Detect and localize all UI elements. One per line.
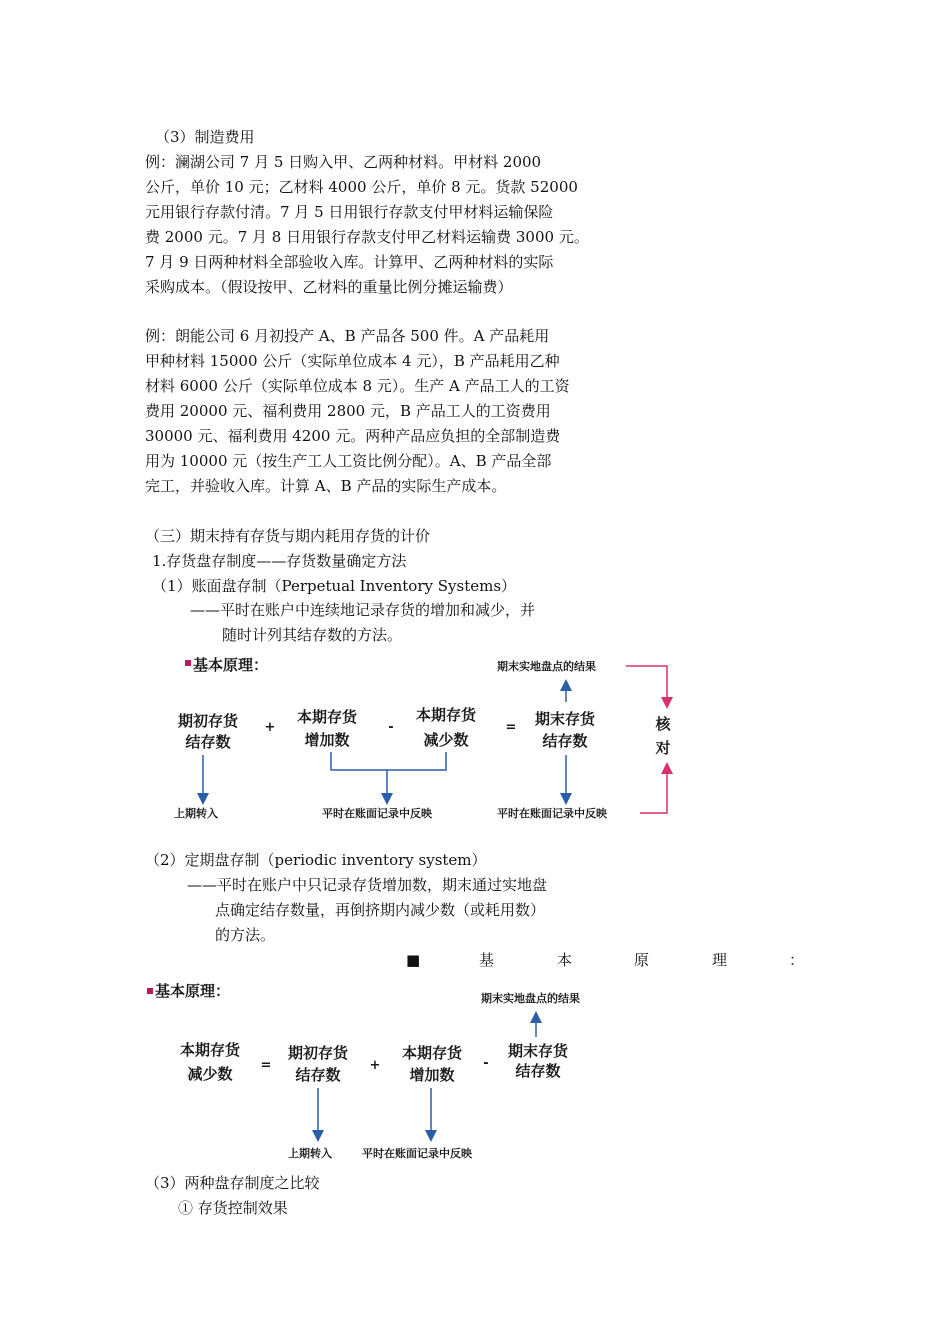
diagram1-verify-arrow-bottom	[640, 768, 667, 813]
example1-line-5: 7 月 9 日两种材料全部验收入库。计算甲、乙两种材料的实际	[145, 253, 554, 271]
subsection-heading: 1.存货盘存制度——存货数量确定方法	[152, 552, 407, 570]
diagram1-plus: +	[264, 720, 276, 735]
example2-line-3: 材料 6000 公斤（实际单位成本 8 元）。生产 A 产品工人的工资	[145, 377, 570, 395]
diagram2-title: 基本原理：	[155, 982, 231, 1000]
diagram1-verify-1: 核	[655, 715, 671, 733]
diagram1-books-right: 平时在账面记录中反映	[497, 807, 607, 820]
diagram2-opening-line2: 结存数	[295, 1066, 341, 1084]
diagram1-books-mid: 平时在账面记录中反映	[322, 807, 432, 820]
principle-char: ：	[789, 951, 805, 969]
diagram2-increase-line2: 增加数	[409, 1066, 455, 1084]
principle-char: 原	[634, 951, 650, 969]
diagram1-closing-line1: 期末存货	[534, 710, 596, 728]
diagram2-increase-line1: 本期存货	[401, 1044, 463, 1062]
example1-line-1: 例：澜湖公司 7 月 5 日购入甲、乙两种材料。甲材料 2000	[145, 153, 542, 171]
diagram1-verify-arrow-top	[626, 666, 667, 703]
diagram2-closing-line1: 期末存货	[507, 1042, 569, 1060]
example2-line-2: 甲种材料 15000 公斤（实际单位成本 4 元），B 产品耗用乙种	[145, 352, 560, 370]
diagram2-decrease-line1: 本期存货	[179, 1041, 241, 1059]
diagram1-physical-count: 期末实地盘点的结果	[497, 660, 596, 673]
part-heading: （三）期末持有存货与期内耗用存货的计价	[145, 527, 431, 545]
diagram2-from-last-period: 上期转入	[288, 1147, 332, 1160]
example2-line-1: 例：朗能公司 6 月初投产 A、B 产品各 500 件。A 产品耗用	[145, 327, 550, 345]
example2-line-7: 完工，并验收入库。计算 A、B 产品的实际生产成本。	[145, 477, 507, 495]
diagram1-increase-line2: 增加数	[304, 731, 350, 749]
diagram1-equals: =	[505, 720, 517, 735]
diagram1-from-last-period: 上期转入	[174, 807, 218, 820]
diagram1-verify-2: 对	[655, 739, 671, 757]
diagram1-closing-line2: 结存数	[542, 732, 588, 750]
diagram1-decrease-line2: 减少数	[423, 731, 469, 749]
perpetual-desc-2: 随时计列其结存数的方法。	[222, 626, 403, 644]
periodic-desc-1: ——平时在账户中只记录存货增加数，期末通过实地盘	[187, 876, 548, 894]
diagram2-minus: -	[483, 1056, 489, 1071]
diagram2-equals: =	[260, 1058, 272, 1073]
example1-line-6: 采购成本。（假设按甲、乙材料的重量比例分摊运输费）	[145, 278, 513, 296]
diagram2-plus: +	[369, 1058, 381, 1073]
example2-line-4: 费用 20000 元、福利费用 2800 元，B 产品工人的工资费用	[145, 402, 551, 420]
principle-char: 理	[712, 951, 728, 969]
perpetual-desc-1: ——平时在账户中连续地记录存货的增加和减少，并	[190, 601, 536, 619]
diagram1-opening-line1: 期初存货	[177, 712, 239, 730]
diagram1-bracket	[331, 752, 446, 770]
diagram1-increase-line1: 本期存货	[296, 708, 358, 726]
comparison-heading: （3）两种盘存制度之比较	[145, 1174, 320, 1192]
diagram2-books: 平时在账面记录中反映	[362, 1147, 472, 1160]
bullet-icon	[147, 988, 153, 994]
example1-line-4: 费 2000 元。7 月 8 日用银行存款支付甲乙材料运输费 3000 元。	[145, 228, 589, 246]
section-heading: （3）制造费用	[155, 128, 255, 146]
diagram2-decrease-line2: 减少数	[187, 1065, 233, 1083]
periodic-desc-2: 点确定结存数量，再倒挤期内减少数（或耗用数）	[215, 901, 546, 919]
example2-line-5: 30000 元、福利费用 4200 元。两种产品应负担的全部制造费	[145, 427, 561, 445]
comparison-item-1: ① 存货控制效果	[178, 1199, 288, 1217]
diagram2-physical-count: 期末实地盘点的结果	[481, 992, 580, 1005]
periodic-heading: （2）定期盘存制（periodic inventory system）	[145, 851, 487, 869]
diagram2-closing-line2: 结存数	[515, 1062, 561, 1080]
bullet-icon	[185, 660, 191, 666]
diagram1-minus: -	[388, 720, 394, 735]
diagram2-opening-line1: 期初存货	[287, 1044, 349, 1062]
example1-line-2: 公斤，单价 10 元；乙材料 4000 公斤，单价 8 元。货款 52000	[145, 178, 578, 196]
principle-char: 基	[479, 951, 495, 969]
diagram1-opening-line2: 结存数	[185, 733, 231, 751]
bullet-icon: ■	[406, 951, 421, 969]
example1-line-3: 元用银行存款付清。7 月 5 日用银行存款支付甲材料运输保险	[145, 203, 554, 221]
diagram1-title: 基本原理：	[193, 656, 269, 674]
periodic-desc-3: 的方法。	[215, 926, 276, 944]
example2-line-6: 用为 10000 元（按生产工人工资比例分配）。A、B 产品全部	[145, 452, 552, 470]
principle-char: 本	[557, 951, 573, 969]
diagram1-decrease-line1: 本期存货	[415, 706, 477, 724]
perpetual-heading: （1）账面盘存制（Perpetual Inventory Systems）	[152, 577, 517, 595]
